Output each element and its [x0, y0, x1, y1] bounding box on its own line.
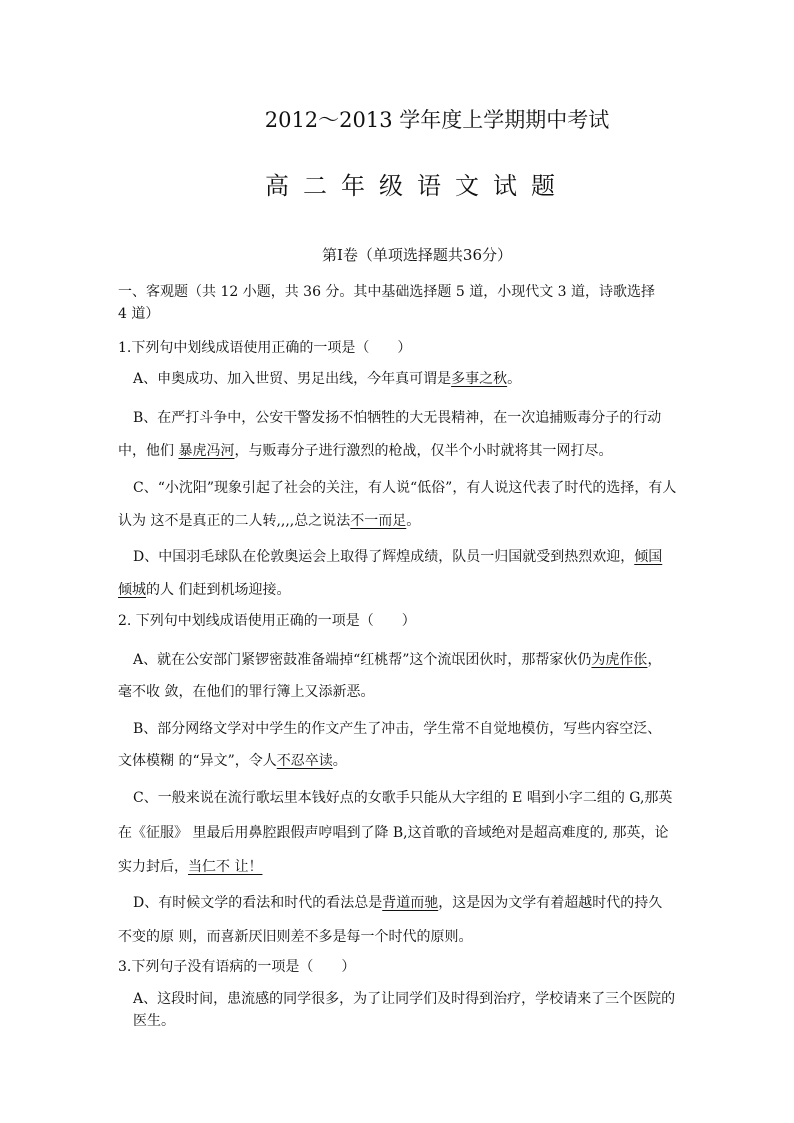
q3-stem: 3.下列句子没有语病的一项是（ ） — [118, 959, 356, 975]
q1-c-idiom: 不一而足 — [350, 513, 407, 529]
q1-c-end: 。 — [406, 513, 421, 529]
q2-option-c-line3 — [118, 856, 262, 876]
q2-c-idiom: 当仁不 让！ — [188, 859, 263, 875]
section-title: 第Ⅰ卷（单项选择题共36分） — [321, 246, 512, 264]
q2-a-text: A、就在公安部门紧锣密鼓准备端掉“红桃帮”这个流氓团伙时，那帮家伙仍 — [133, 652, 592, 668]
q1-b-end: ，与贩毒分子进行激烈的枪战，仅半个小时就将其一网打尽。 — [234, 443, 613, 459]
q1-a-end: 。 — [507, 371, 522, 387]
q2-stem: 2. 下列句中划线成语使用正确的一项是（ ） — [118, 613, 416, 629]
q1-d-text: D、中国羽毛球队在伦敦奥运会上取得了辉煌成绩，队员一归国就受到热烈欢迎， — [133, 549, 635, 565]
q2-option-d-line2: 不变的原 则，而喜新厌旧则差不多是每一个时代的原则。 — [118, 929, 473, 945]
q2-d-rest: ，这是因为文学有着超越时代的持久 — [438, 895, 663, 911]
q2-option-c-line2: 在《征服》 里最后用鼻腔跟假声哼唱到了降 B,这首歌的音域绝对是超高难度的, 那英，论 — [118, 825, 669, 841]
q1-d-end: 的人 们赶到机场迎接。 — [146, 582, 291, 598]
q2-d-text: D、有时候文学的看法和时代的看法总是 — [133, 895, 383, 911]
q1-d-idiom-part1: 倾国 — [634, 549, 663, 565]
q3-option-a-line1: A、这段时间，患流感的同学很多，为了让同学们及时得到治疗，学校请来了三个医院的 — [133, 991, 676, 1007]
q2-option-b-line1: B、部分网络文学对中学生的作文产生了冲击，学生常不自觉地模仿，写些内容空泛、 — [133, 721, 662, 737]
q2-b-text: 文体模糊 的“异文”，令人 — [118, 753, 277, 769]
q3-option-a-line2: 医生。 — [133, 1013, 175, 1029]
q1-b-text: 中，他们 — [118, 443, 179, 459]
q2-b-end: 。 — [332, 753, 347, 769]
q1-option-c-line1: C、“小沈阳”现象引起了社会的关注，有人说“低俗”，有人说这代表了时代的选择，有人 — [133, 480, 677, 496]
q1-b-idiom: 暴虎冯河 — [178, 443, 235, 459]
q2-d-idiom: 背道而驰 — [382, 895, 439, 911]
q1-d-idiom-part2: 倾城 — [118, 582, 146, 598]
q1-option-d-line1 — [133, 546, 662, 566]
q2-b-idiom: 不忍卒读 — [276, 753, 333, 769]
q1-a-text: A、申奥成功、加入世贸、男足出线，今年真可谓是 — [133, 371, 452, 387]
q2-c-text: 实力封后， — [118, 859, 188, 875]
q2-option-d-line1 — [133, 892, 662, 912]
q1-c-text: 认为 这不是真正的二人转,,,,总之说法 — [118, 513, 351, 529]
q1-a-idiom: 多事之秋 — [451, 371, 508, 387]
q2-option-c-line1: C、一般来说在流行歌坛里本钱好点的女歌手只能从大字组的 E 唱到小字二组的 G,那英 — [133, 790, 673, 806]
q1-option-a — [133, 368, 521, 388]
q1-option-b-line2 — [118, 440, 612, 460]
q2-a-idiom: 为虎作伥 — [591, 652, 648, 668]
exam-title: 2012～2013 学年度上学期期中考试 — [264, 108, 610, 132]
q2-a-comma: ， — [647, 652, 662, 668]
q1-stem: 1.下列句中划线成语使用正确的一项是（ ） — [118, 340, 412, 356]
q2-option-a-line1 — [133, 649, 661, 669]
q1-option-b-line1: B、在严打斗争中，公安干警发扬不怕牺牲的大无畏精神，在一次追捕贩毒分子的行动 — [133, 410, 662, 426]
q2-option-b-line2 — [118, 750, 347, 770]
intro-line-1: 一、客观题（共 12 小题，共 36 分。其中基础选择题 5 道，小现代文 3 道，诗歌选择 — [118, 284, 656, 300]
exam-subtitle: 高二年级语文试题 — [265, 172, 569, 200]
q1-option-d-line2 — [118, 579, 290, 599]
intro-line-2: 4 道） — [118, 306, 160, 322]
q1-option-c-line2 — [118, 510, 420, 530]
q2-option-a-line2: 毫不收 敛，在他们的罪行簿上又添新恶。 — [118, 684, 375, 700]
